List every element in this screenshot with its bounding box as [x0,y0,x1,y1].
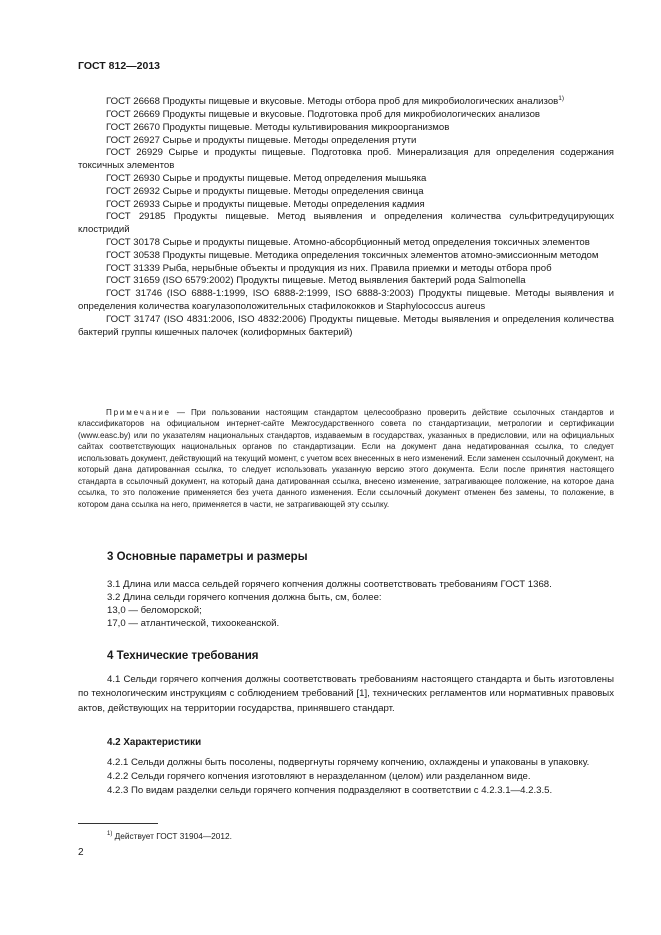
section-3-body [78,578,614,630]
clause-3-2: 3.2 Длина сельди горячего копчения должна быть, см, более: [107,592,382,603]
clause-4-2-3: 4.2.3 По видам разделки сельди горячего копчения подразделяют в соответствии с 4.2.3.1—4.2.3.5. [107,785,553,796]
clause-4-2-2: 4.2.2 Сельди горячего копчения изготовляют в неразделанном (целом) или разделанном виде. [107,771,531,782]
footnote-mark: 1) [558,95,565,102]
reference-item: ГОСТ 26930 Сырье и продукты пищевые. Метод определения мышьяка [106,172,427,184]
list-item: 17,0 — атлантической, тихоокеанской. [107,618,280,629]
reference-item: ГОСТ 26927 Сырье и продукты пищевые. Методы определения ртути [106,134,417,146]
normative-references-list [78,93,614,339]
footnote-text: Действует ГОСТ 31904—2012. [114,831,232,841]
reference-item: ГОСТ 31659 (ISO 6579:2002) Продукты пищевые. Метод выявления бактерий рода Salmonella [106,275,526,287]
note-label: Примечание [106,408,171,417]
reference-item: ГОСТ 30538 Продукты пищевые. Методика определения токсичных элементов атомно-эмиссионным методом [106,249,599,261]
footnote-mark: 1) [107,831,113,838]
subsection-4-2-heading: 4.2 Характеристики [107,737,202,748]
subsection-4-2-body [78,756,614,798]
reference-item: ГОСТ 26933 Сырье и продукты пищевые. Методы определения кадмия [106,198,425,210]
reference-item: ГОСТ 26929 Сырье и продукты пищевые. Подготовка проб. Минерализация для определения содержания токсичных элементов [78,147,614,172]
reference-item: ГОСТ 26669 Продукты пищевые и вкусовые. Подготовка проб для микробиологических анализов [106,108,541,120]
page-header: ГОСТ 812—2013 [78,60,161,72]
reference-item: ГОСТ 31747 (ISO 4831:2006, ISO 4832:2006) Продукты пищевые. Методы выявления и определения количества бактерий группы кишечных палочек (колиформных бактерий) [78,313,614,338]
clause-4-2-1: 4.2.1 Сельди должны быть посолены, подвергнуты горячему копчению, охлаждены и упакованы в упаковку. [107,757,590,768]
reference-item: ГОСТ 31339 Рыба, нерыбные объекты и продукция из них. Правила приемки и методы отбора проб [106,262,552,274]
reference-item: ГОСТ 26670 Продукты пищевые. Методы культивирования микроорганизмов [106,121,450,133]
note-paragraph [78,407,614,510]
list-item: 13,0 — беломорской; [107,605,202,616]
footnote [107,831,232,841]
reference-item: ГОСТ 31746 (ISO 6888-1:1999, ISO 6888-2:1999, ISO 6888-3:2003) Продукты пищевые. Методы выявления и определения количества коагулазоположительных стафилококков и Staphylococcus aureus [78,288,614,312]
reference-item: ГОСТ 29185 Продукты пищевые. Метод выявления и определения количества сульфитредуцирующих клостридий [78,211,614,236]
reference-item: ГОСТ 26932 Сырье и продукты пищевые. Методы определения свинца [106,185,424,197]
section-4-heading: 4 Технические требования [107,650,259,662]
reference-item: ГОСТ 30178 Сырье и продукты пищевые. Атомно-абсорбционный метод определения токсичных элементов [106,236,590,248]
reference-item: ГОСТ 26668 Продукты пищевые и вкусовые. Методы отбора проб для микробиологических анализов$^{1)}$ [106,95,565,108]
section-3-heading: 3 Основные параметры и размеры [107,551,308,563]
clause-3-1: 3.1 Длина или масса сельдей горячего копчения должны соответствовать требованиям ГОСТ 1368. [107,579,552,590]
note-text: — При пользовании настоящим стандартом целесообразно проверить действие ссылочных стандартов и классификаторов на официальном интернет-сайте Межгосударственного совета по стандартизации, метрологии и сертификации (www.easc.by) или по указателям национальных стандартов, издаваемым в государствах, указанных в предисловии, или на официальных сайтах соответствующих национальных органов по стандартизации. Если на документ дана недатированная ссылка, то следует использовать документ, действующий на текущий момент, с учетом всех внесенных в него изменений. Если заменен ссылочный документ, на который дана датированная ссылка, то следует использовать указанную версию этого документа. Если после принятия настоящего стандарта в ссылочный документ, на который дана датированная ссылка, внесено изменение, затрагивающее положение, на которое дана ссылка, то это положение применяется без учета данного изменения. Если ссылочный документ отменен без замены, то положение, в котором дана ссылка на него, применяется в части, не затрагивающей эту ссылку. [78,408,614,509]
footnote-divider [78,823,158,824]
page-number: 2 [78,847,84,858]
clause-4-1: 4.1 Сельди горячего копчения должны соответствовать требованиям настоящего стандарта и быть изготовлены по технологическим инструкциям с соблюдением требований [1], технических регламентов или нормативных правовых актов, действующих на территории государства, принявшего стандарт. [78,674,614,714]
